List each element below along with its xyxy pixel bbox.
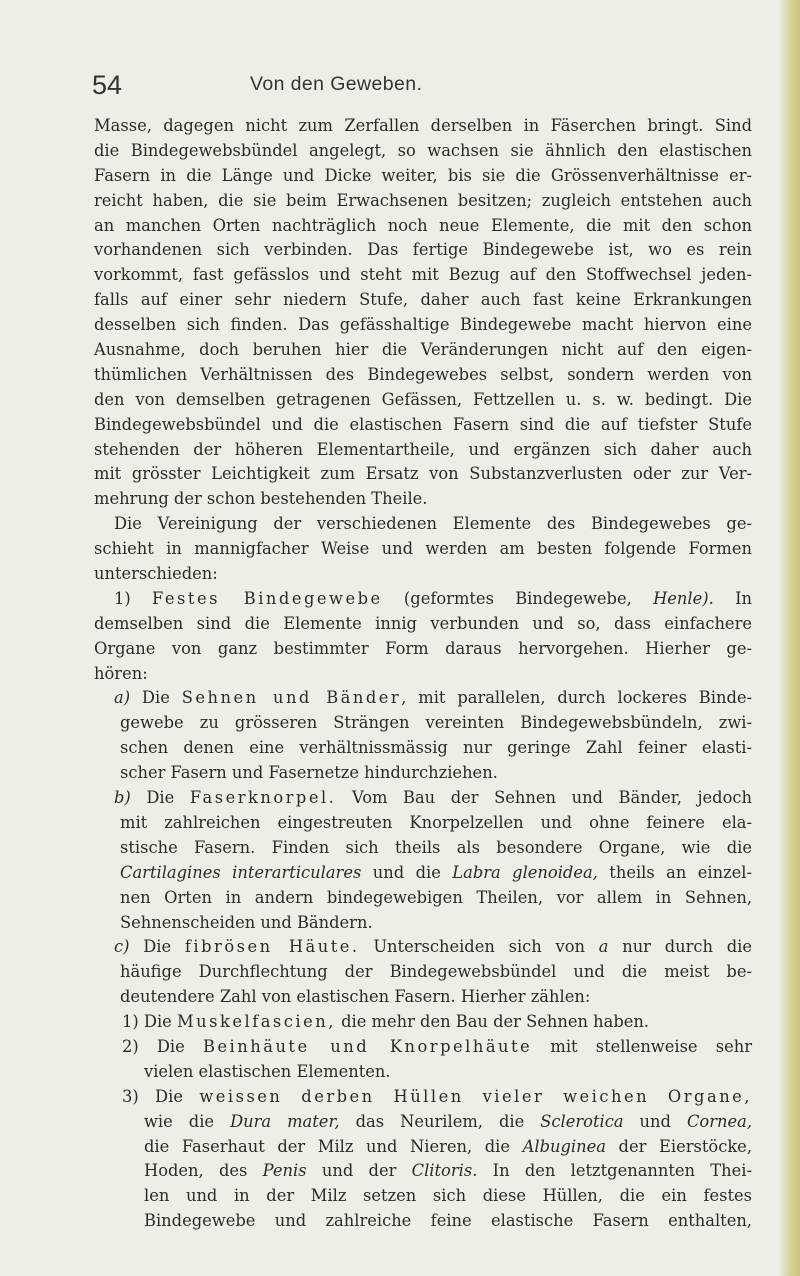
text-line: deutendere Zahl von elastischen Fasern. Hierher zählen: bbox=[120, 987, 591, 1007]
list-letter: c) bbox=[114, 937, 130, 957]
text-line: Bindegewebe und zahlreiche feine elastische Fasern enthalten, bbox=[144, 1211, 752, 1231]
text-run: Die bbox=[129, 937, 185, 957]
term: Beinhäute und Knorpelhäute bbox=[202, 1036, 533, 1056]
text-run: und bbox=[623, 1111, 687, 1131]
text-line: scher Fasern und Fasernetze hindurchziehen. bbox=[120, 763, 498, 783]
text-line: nen Orten in andern bindegewebigen Theilen, vor allem in Sehnen, bbox=[120, 887, 752, 907]
term: Albuginea bbox=[522, 1136, 606, 1156]
text-line: mit zahlreichen eingestreuten Knorpelzellen und ohne feinere ela- bbox=[120, 812, 752, 832]
term: Sclerotica bbox=[540, 1111, 624, 1131]
term: Faserknorpel. bbox=[189, 788, 337, 808]
term: Cornea, bbox=[686, 1111, 752, 1131]
text-line: unterschieden: bbox=[94, 564, 218, 584]
page-edge bbox=[778, 0, 800, 1276]
text-line: Masse, dagegen nicht zum Zerfallen derselben in Fäserchen bringt. Sind bbox=[94, 116, 752, 135]
text-run: Die bbox=[130, 788, 190, 808]
term: Clitoris. bbox=[411, 1161, 478, 1181]
text-line: an manchen Orten nachträglich noch neue Elemente, die mit den schon bbox=[94, 215, 752, 235]
text-run: mit stellenweise sehr bbox=[532, 1036, 753, 1056]
text-line bbox=[94, 786, 752, 811]
term: Cartilagines interarticulares bbox=[120, 862, 362, 882]
text-run: In bbox=[713, 588, 753, 608]
text-line: Bindegewebsbündel und die elastischen Fasern sind die auf tiefster Stufe bbox=[94, 414, 752, 434]
text-line bbox=[94, 587, 752, 612]
text-run: 1) Die bbox=[122, 1012, 177, 1032]
text-run: 3) Die bbox=[122, 1086, 200, 1106]
text-line: mehrung der schon bestehenden Theile. bbox=[94, 489, 428, 509]
text-line: demselben sind die Elemente innig verbunden und so, dass einfachere bbox=[94, 613, 752, 633]
text-run: (geformtes Bindegewebe, bbox=[382, 588, 654, 608]
page-header bbox=[92, 70, 752, 100]
text-run: theils an einzel- bbox=[597, 862, 753, 882]
text-run: 2) Die bbox=[122, 1036, 203, 1056]
text-line: hören: bbox=[94, 663, 148, 683]
running-title: Von den Geweben. bbox=[250, 73, 423, 95]
text-line bbox=[94, 1135, 752, 1160]
text-line: Ausnahme, doch beruhen hier die Veränderungen nicht auf den eigen- bbox=[94, 340, 752, 360]
text-line bbox=[94, 1085, 752, 1110]
text-line: desselben sich finden. Das gefässhaltige Bindegewebe macht hiervon eine bbox=[94, 315, 752, 335]
text-run: das Neurilem, die bbox=[339, 1111, 541, 1131]
text-line: gewebe zu grösseren Strängen vereinten Bindegewebsbündeln, zwi- bbox=[120, 713, 752, 733]
page-number: 54 bbox=[92, 70, 123, 100]
text-run: Unterscheiden sich von bbox=[359, 937, 599, 957]
text-run: Hoden, des bbox=[144, 1161, 263, 1181]
text-line bbox=[94, 1110, 752, 1135]
text-line bbox=[94, 686, 752, 711]
text-line: stehenden der höheren Elementartheile, und ergänzen sich daher auch bbox=[94, 439, 752, 459]
text-line: thümlichen Verhältnissen des Bindegewebes selbst, sondern werden von bbox=[94, 364, 752, 384]
text-run: die mehr den Bau der Sehnen haben. bbox=[335, 1012, 650, 1032]
text-run: Vom Bau der Sehnen und Bänder, jedoch bbox=[336, 788, 752, 808]
text-run: In den letztgenannten Thei- bbox=[477, 1161, 753, 1181]
text-line: Organe von ganz bestimmter Form daraus hervorgehen. Hierher ge- bbox=[94, 638, 752, 658]
text-run: der Eierstöcke, bbox=[605, 1136, 752, 1156]
text-line: vorkommt, fast gefässlos und steht mit Bezug auf den Stoffwechsel jeden- bbox=[94, 265, 752, 285]
reference: a bbox=[598, 937, 609, 957]
term: Muskelfascien, bbox=[176, 1012, 336, 1032]
text-line: schen denen eine verhältnissmässig nur geringe Zahl feiner elasti- bbox=[120, 738, 752, 758]
text-run: und die bbox=[361, 862, 453, 882]
text-line: mit grösster Leichtigkeit zum Ersatz von Substanzverlusten oder zur Ver- bbox=[94, 464, 752, 484]
text-line: vielen elastischen Elementen. bbox=[144, 1061, 391, 1081]
text-line bbox=[94, 1159, 752, 1184]
text-line: stische Fasern. Finden sich theils als besondere Organe, wie die bbox=[120, 837, 752, 857]
text-run: wie die bbox=[144, 1111, 231, 1131]
text-line bbox=[94, 1035, 752, 1060]
text-line: Sehnenscheiden und Bändern. bbox=[120, 912, 373, 932]
text-line: die Bindegewebsbündel angelegt, so wachsen sie ähnlich den elastischen bbox=[94, 140, 752, 160]
text-run: Die bbox=[130, 688, 182, 708]
body-text bbox=[94, 114, 752, 1234]
list-letter: a) bbox=[114, 688, 131, 708]
text-run: und der bbox=[306, 1161, 412, 1181]
text-line: len und in der Milz setzen sich diese Hüllen, die ein festes bbox=[144, 1186, 752, 1206]
term: Labra glenoidea, bbox=[452, 862, 598, 882]
text-run: die Faserhaut der Milz und Nieren, die bbox=[144, 1136, 523, 1156]
text-line: häufige Durchflechtung der Bindegewebsbündel und die meist be- bbox=[120, 962, 752, 982]
text-line bbox=[94, 935, 752, 960]
text-line bbox=[94, 861, 752, 886]
text-line: Fasern in die Länge und Dicke weiter, bis sie die Grössenverhältnisse er- bbox=[94, 165, 752, 185]
text-run: nur durch die bbox=[608, 937, 753, 957]
text-run: , mit parallelen, durch lockeres Binde- bbox=[401, 688, 753, 708]
text-line bbox=[94, 1010, 752, 1035]
text-line: vorhandenen sich verbinden. Das fertige Bindegewebe ist, wo es rein bbox=[94, 240, 752, 260]
text-line: schieht in mannigfacher Weise und werden am besten folgende Formen bbox=[94, 539, 752, 559]
term: weissen derben Hüllen vieler weichen Organe, bbox=[199, 1086, 752, 1106]
section-heading: Festes Bindegewebe bbox=[152, 588, 383, 608]
list-letter: b) bbox=[114, 788, 131, 808]
term: Dura mater, bbox=[230, 1111, 340, 1131]
text-line: den von demselben getragenen Gefässen, Fettzellen u. s. w. bedingt. Die bbox=[94, 389, 752, 409]
text-line: reicht haben, die sie beim Erwachsenen besitzen; zugleich entstehen auch bbox=[94, 190, 752, 210]
term: Penis bbox=[262, 1161, 307, 1181]
text-line: falls auf einer sehr niedern Stufe, daher auch fast keine Erkrankungen bbox=[94, 290, 752, 310]
term: fibrösen Häute. bbox=[184, 937, 360, 957]
text-line: Die Vereinigung der verschiedenen Elemente des Bindegewebes ge- bbox=[114, 514, 752, 534]
list-number: 1) bbox=[114, 588, 153, 608]
term: Sehnen und Bänder bbox=[181, 688, 402, 708]
author-name: Henle). bbox=[653, 588, 714, 608]
